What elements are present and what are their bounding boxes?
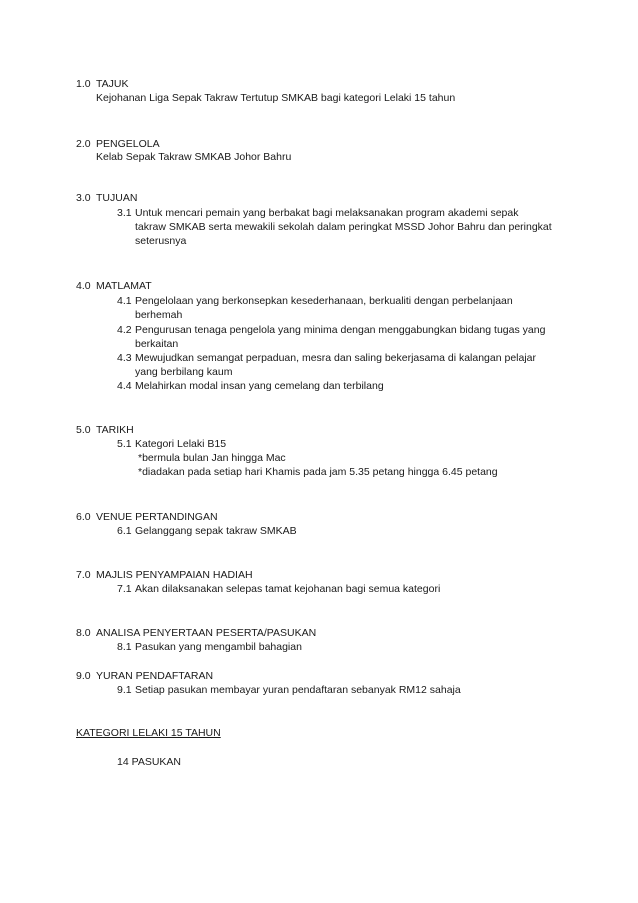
section-title: YURAN PENDAFTARAN xyxy=(96,670,214,682)
item-number: 8.1 xyxy=(117,641,132,653)
item-number: 7.1 xyxy=(117,583,132,595)
item-4-1 xyxy=(117,295,513,308)
section-8-heading xyxy=(76,627,317,640)
section-1-heading xyxy=(76,78,129,91)
item-4-3 xyxy=(117,352,536,365)
section-title: MAJLIS PENYAMPAIAN HADIAH xyxy=(96,569,253,581)
section-number: 8.0 xyxy=(76,627,91,639)
item-4-1-line-2: berhemah xyxy=(135,309,183,321)
item-number: 3.1 xyxy=(117,207,132,219)
section-2-body: Kelab Sepak Takraw SMKAB Johor Bahru xyxy=(96,151,292,163)
item-number: 4.2 xyxy=(117,324,132,336)
item-number: 6.1 xyxy=(117,525,132,537)
section-title: TAJUK xyxy=(96,78,129,90)
section-2-heading xyxy=(76,138,160,151)
item-3-1-line-2: takraw SMKAB serta mewakili sekolah dalam peringkat MSSD Johor Bahru dan peringkat xyxy=(135,221,552,233)
item-4-2-line-2: berkaitan xyxy=(135,338,179,350)
section-number: 1.0 xyxy=(76,78,91,90)
item-3-1 xyxy=(117,207,519,220)
section-6-heading xyxy=(76,511,218,524)
summary-team-count: 14 PASUKAN xyxy=(117,756,181,768)
summary-heading: KATEGORI LELAKI 15 TAHUN xyxy=(76,727,221,739)
section-title: TUJUAN xyxy=(96,192,138,204)
section-number: 3.0 xyxy=(76,192,91,204)
section-title: TARIKH xyxy=(96,424,134,436)
item-text: Melahirkan modal insan yang cemelang dan terbilang xyxy=(135,380,384,392)
section-5-heading xyxy=(76,424,134,437)
item-text: Mewujudkan semangat perpaduan, mesra dan saling bekerjasama di kalangan pelajar xyxy=(135,352,536,364)
item-4-4 xyxy=(117,380,384,393)
item-text: Akan dilaksanakan selepas tamat kejohanan bagi semua kategori xyxy=(135,583,441,595)
section-3-heading xyxy=(76,192,138,205)
item-text: Pengurusan tenaga pengelola yang minima dengan menggabungkan bidang tugas yang xyxy=(135,324,546,336)
item-8-1 xyxy=(117,641,302,654)
item-number: 4.4 xyxy=(117,380,132,392)
item-6-1 xyxy=(117,525,297,538)
section-7-heading xyxy=(76,569,253,582)
section-9-heading xyxy=(76,670,214,683)
item-number: 5.1 xyxy=(117,438,132,450)
item-text: Pasukan yang mengambil bahagian xyxy=(135,641,302,653)
section-number: 2.0 xyxy=(76,138,91,150)
item-number: 9.1 xyxy=(117,684,132,696)
section-number: 7.0 xyxy=(76,569,91,581)
section-1-body: Kejohanan Liga Sepak Takraw Tertutup SMKAB bagi kategori Lelaki 15 tahun xyxy=(96,92,456,104)
item-7-1 xyxy=(117,583,441,596)
note-date-range: *bermula bulan Jan hingga Mac xyxy=(138,452,286,464)
item-text: Pengelolaan yang berkonsepkan kesederhanaan, berkualiti dengan perbelanjaan xyxy=(135,295,513,307)
section-number: 4.0 xyxy=(76,280,91,292)
section-number: 9.0 xyxy=(76,670,91,682)
item-4-3-line-2: yang berbilang kaum xyxy=(135,366,233,378)
item-9-1 xyxy=(117,684,461,697)
section-title: ANALISA PENYERTAAN PESERTA/PASUKAN xyxy=(96,627,317,639)
item-text: Setiap pasukan membayar yuran pendaftaran sebanyak RM12 sahaja xyxy=(135,684,461,696)
section-4-heading xyxy=(76,280,152,293)
item-5-1 xyxy=(117,438,227,451)
item-number: 4.3 xyxy=(117,352,132,364)
section-number: 6.0 xyxy=(76,511,91,523)
section-title: PENGELOLA xyxy=(96,138,160,150)
item-text: Untuk mencari pemain yang berbakat bagi melaksanakan program akademi sepak xyxy=(135,207,519,219)
item-text: Kategori Lelaki B15 xyxy=(135,438,227,450)
section-title: VENUE PERTANDINGAN xyxy=(96,511,218,523)
section-number: 5.0 xyxy=(76,424,91,436)
item-4-2 xyxy=(117,324,546,337)
item-text: Gelanggang sepak takraw SMKAB xyxy=(135,525,297,537)
item-3-1-line-3: seterusnya xyxy=(135,235,187,247)
section-title: MATLAMAT xyxy=(96,280,152,292)
note-schedule: *diadakan pada setiap hari Khamis pada jam 5.35 petang hingga 6.45 petang xyxy=(138,466,498,478)
item-number: 4.1 xyxy=(117,295,132,307)
